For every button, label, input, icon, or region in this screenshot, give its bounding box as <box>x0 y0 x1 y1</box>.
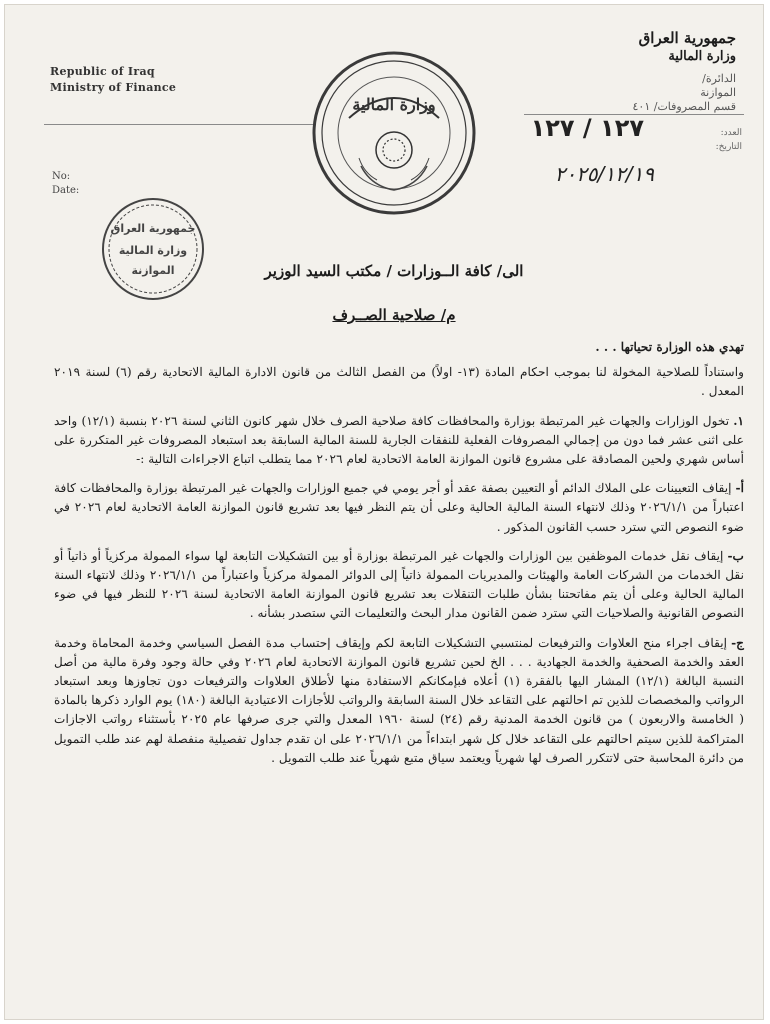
paragraph-c-label: ج- <box>731 635 744 650</box>
stamp-line3: الموازنة <box>131 264 175 277</box>
letterhead-ministry: Ministry of Finance <box>50 81 177 94</box>
paragraph-1-number: ١. <box>733 413 744 428</box>
letterhead-country-ar: جمهورية العراق <box>638 29 736 47</box>
dept-name: الموازنة <box>700 86 736 99</box>
paragraph-b-label: ب- <box>727 548 744 563</box>
dept-section: قسم المصروفات/ ٤٠١ <box>632 100 736 113</box>
date-label-ar: التاريخ: <box>715 142 742 152</box>
paragraph-c-text: إيقاف اجراء منح العلاوات والترفيعات لمنتسبي التشكيلات التابعة لكم وإيقاف إحتساب مدة الفصل السياسي وخدمة المحاماة وخدمة العقد والخدمة الصحفية والخدمة الجهادية . . . الخ لحين تشريع قانون الموازنة الاتحادية لعام ٢٠٢٦ وفي حالة وجود وفرة مالية من أصل النسبة البالغة (١٢/١) المشار اليها بالفقرة (١) أعلاه فبإمكانكم الاستفادة منها لأطلاق العلاوات والترفيعات دون تجاوزها وبعد استبعاد الرواتب والمخصصات للذين تم احالتهم على التقاعد خلال السنة السابقة والرواتب للأجازات الاعتيادية البالغة (١٨٠) يوم الوارد ذكرها بالمادة ( الخامسة والاربعون ) من قانون الخدمة المدنية رقم (٢٤) لسنة ١٩٦٠ المعدل والتي جرى صرفها عام ٢٠٢٥ بأستثناء رواتب الاجازات المتراكمة للذين سيتم احالتهم على التقاعد خلال كل شهر ابتداءاً من ٢٠٢٦/١/١ على ان تقدم جداول تفصيلية منفصلة لهم عند طلب التمويل من دائرة المحاسبة حتى لاتتكرر الصرف لها شهرياً ويعتمد سياق متبع شهرياً عند طلب التمويل . <box>54 635 745 765</box>
document-sheet <box>4 4 764 1020</box>
paragraph-1-text: تخول الوزارات والجهات غير المرتبطة بوزارة والمحافظات كافة صلاحية الصرف خلال شهر كانون الثاني لسنة ٢٠٢٦ بنسبة (١٢/١) واحد على اثنى عشر فما دون من إجمالي المصروفات الفعلية للنفقات الجارية للسنة المالية السابقة بعد استبعاد المصروفات غير المتكررة على أساس شهري ولحين المصادقة على مشروع قانون الموازنة العامة الاتحادية لعام ٢٠٢٦ مما يتطلب اتباع الاجراءات التالية :- <box>54 413 744 467</box>
seal-text: وزارة المالية <box>352 95 436 114</box>
date-label-en: Date: <box>52 185 80 196</box>
ref-fields-english <box>52 170 79 198</box>
letter-body <box>54 338 744 778</box>
handwritten-date: ٢٠٢٥/١٢/١٩ <box>554 162 654 186</box>
ministry-seal-icon <box>309 48 479 218</box>
dept-label: الدائرة/ <box>702 72 736 85</box>
budget-stamp-icon <box>98 194 208 304</box>
stamp-line1: جمهورية العراق <box>110 222 196 235</box>
stamp-line2: وزارة المالية <box>118 244 188 257</box>
handwritten-number: ١٢٧ / ١٢٧ <box>530 114 644 142</box>
letterhead-arabic <box>633 28 736 114</box>
paragraph-c <box>54 634 744 768</box>
paragraph-b <box>54 547 744 624</box>
ref-fields-arabic <box>716 126 742 154</box>
no-label-en: No: <box>52 171 71 182</box>
paragraph-a-label: أ- <box>735 481 744 496</box>
addressee: الى/ كافة الــوزارات / مكتب السيد الوزير <box>264 262 524 280</box>
paragraph-b-text: إيقاف نقل خدمات الموظفين بين الوزارات والجهات غير المرتبطة بوزارة أو بين التشكيلات التابعة لها سواء الممولة مركزياً أو ذاتياً أو نقل الخدمات من الشركات العامة والهيئات والمديريات الممولة ذاتياً إلى الدوائر الممولة مركزياً واعتباراً من ٢٠٢٦/١/١ وذلك لانتهاء السنة المالية الحالية وعلى أن يتم مفاتحتنا بشأن طلبات التنقلات بعد تشريع قانون الموازنة العامة الاتحادية لسنة ٢٠٢٦ للنظر فيها في ضوء النصوص القانونية والصلاحيات التي سترد ضمن القانون مدار البحث والتعليمات التي ستصدر بشأنه . <box>54 548 744 621</box>
intro-paragraph: واستناداً للصلاحية المخولة لنا بموجب احكام المادة (١٣- اولاً) من الفصل الثالث من قانون الادارة المالية الاتحادية رقم (٦) لسنة ٢٠١٩ المعدل . <box>54 365 744 399</box>
greeting: تهدي هذه الوزارة تحياتها . . . <box>595 340 744 354</box>
header-rule-left <box>44 124 314 125</box>
letterhead-ministry-ar: وزارة المالية <box>668 49 736 64</box>
no-label-ar: العدد: <box>720 128 742 138</box>
paragraph-a-text: إيقاف التعيينات على الملاك الدائم أو التعيين بصفة عقد أو أجر يومي في جميع الوزارات والجهات غير المرتبطة بوزارة والمحافظات كافة اعتباراً من ٢٠٢٦/١/١ وذلك لانتهاء السنة المالية الحالية وعلى أن يتم النظر فيها بعد تشريع قانون الموازنة العامة الاتحادية لعام ٢٠٢٦ في ضوء النصوص التي سترد حسب القانون المذكور . <box>54 481 744 534</box>
paragraph-a <box>54 479 744 537</box>
letterhead-english <box>50 64 176 96</box>
subject: م/ صلاحية الصــرف <box>332 306 456 324</box>
paragraph-1 <box>54 412 744 470</box>
letterhead-country: Republic of Iraq <box>50 65 155 78</box>
